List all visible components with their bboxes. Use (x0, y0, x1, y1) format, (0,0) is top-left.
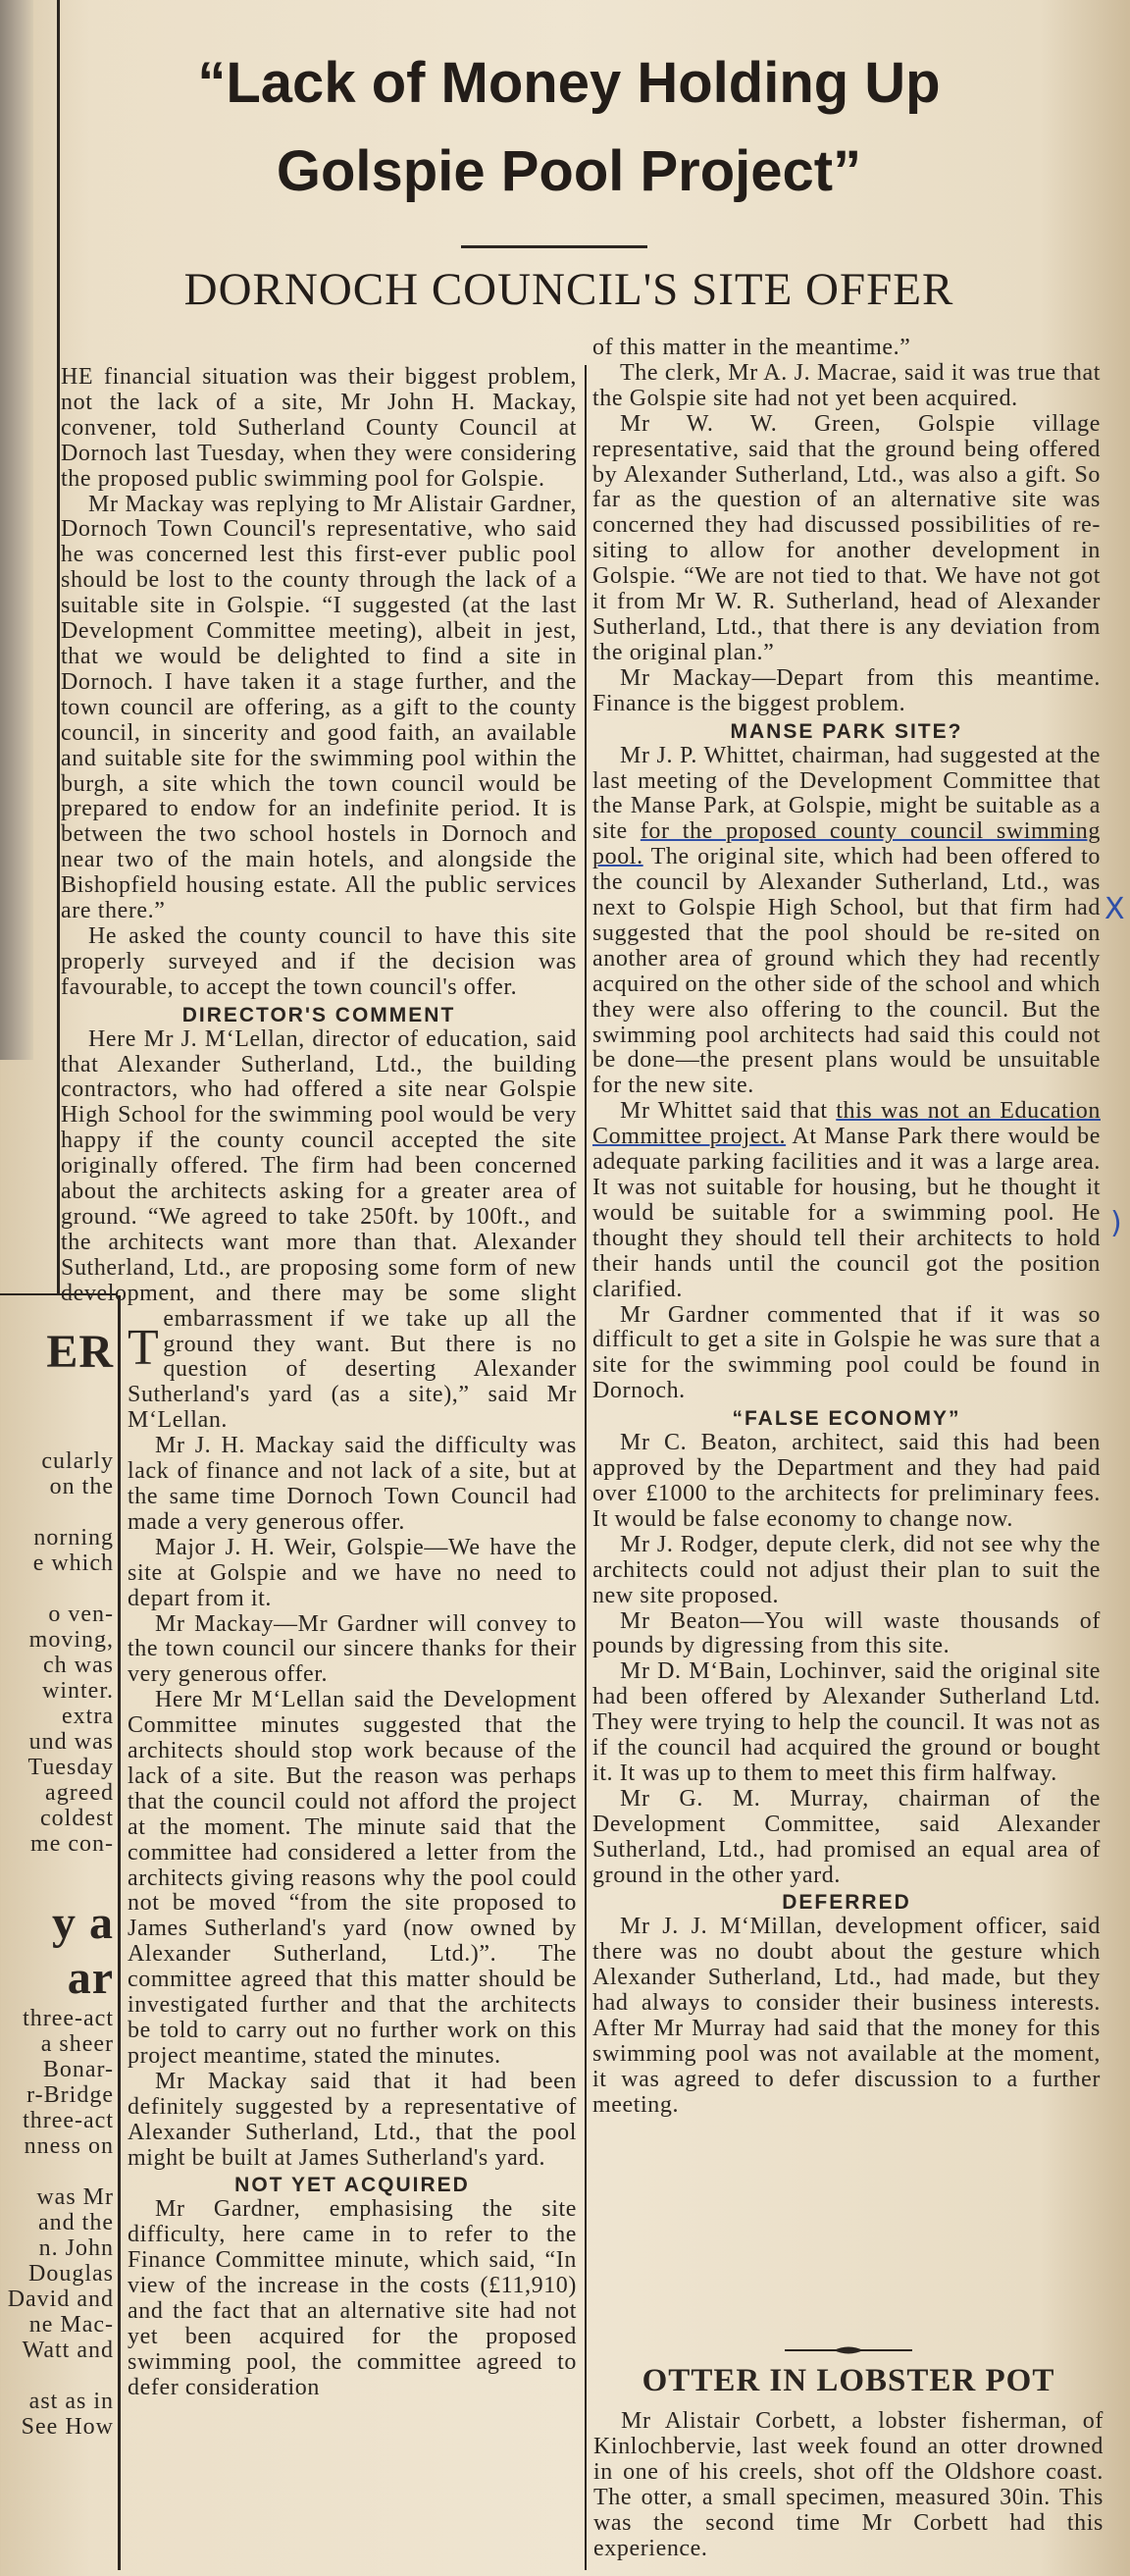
fragment-heading: y a (52, 1897, 114, 1949)
paragraph: of this matter in the meantime.” (592, 336, 911, 360)
paragraph: Mr J. Rodger, depute clerk, did not see why the architects could not adjust their plan to suit the new site proposed. (592, 1531, 1101, 1608)
text: Mr J. P. Whittet, chairman, had suggested at the last meeting of the Development Committee that the Manse Park, at Golspie, might be suitable as a site (592, 742, 1101, 845)
text: Mr Whittet said that (620, 1098, 837, 1125)
paragraph: The clerk, Mr A. J. Macrae, said it was true that the Golspie site had not yet been acquired. (592, 359, 1101, 411)
fragment-line: coldest (40, 1806, 114, 1831)
paragraph: Mr C. Beaton, architect, said this had been approved by the Department and they had paid over £1000 to the architects for preliminary fees. It would be false economy to change now. (592, 1430, 1101, 1532)
fragment-line: See How (21, 2414, 114, 2440)
fragment-line: r-Bridge (26, 2082, 114, 2108)
fragment-line: David and (7, 2287, 114, 2312)
article-otter (593, 2409, 1104, 2576)
paragraph: Mr W. W. Green, Golspie village representative, said that the ground being offered by Alexander Sutherland, Ltd., was also a gift. So far as the question of an alternative site was concerned they had discussed possibilities of re-siting to allow for another development in Golspie. “We are not tied to that. We have not got it from Mr W. R. Sutherland, head of Alexander Sutherland, Ltd., that there is any deviation from the original plan.” (592, 410, 1101, 665)
divider (461, 245, 647, 248)
fragment-line: n. John (38, 2235, 114, 2261)
paragraph: Mr Mackay was replying to Mr Alistair Gardner, Dornoch Town Council's representative, who said he was concerned lest this first-ever public pool should be lost to the county through the lack of a suitable site in Golspie. “I suggested (at the last Development Committee meeting), albeit in jest, that we would be delighted to find a site in Dornoch. I have taken it a stage further, and the town council are offering, as a gift to the county council, in sincerity and good faith, an available and suitable site for the swimming pool within the burgh, a site which the town council would be prepared to endow for an indefinite period. It is between the two school hostels in Dornoch and near two of the main hotels, and alongside the Bishopfield housing estate. All the public services are there.” (61, 491, 577, 924)
paragraph: Mr Mackay said that it had been definitely suggested by a representative of Alexander Sutherland, Ltd., that the pool might be built at James Sutherland's yard. (128, 2068, 577, 2171)
paragraph (592, 1099, 1101, 1302)
section-heading: MANSE PARK SITE? (730, 719, 963, 743)
column-rule (585, 365, 587, 2570)
fragment-line: three-act (23, 2006, 114, 2031)
paragraph: Mr Beaton—You will waste thousands of pounds by digressing from this site. (592, 1607, 1101, 1659)
fragment-line: o ven- (48, 1602, 114, 1627)
section-heading: “FALSE ECONOMY” (732, 1407, 961, 1431)
fragment-heading: ar (67, 1952, 114, 2004)
text: The original site, which had been offered to the council by Alexander Sutherland, Ltd., was next to Golspie High School, but that firm had suggested that the pool should be re-sited on another area of ground which they had recently acquired on the other side of the school and which they were also offering to the council. But the swimming pool architects had said this could not be done—the present plans would be unsuitable for the new site. (592, 844, 1101, 1099)
fragment-line: und was (28, 1729, 114, 1755)
fragment-line: was Mr (36, 2184, 114, 2210)
headline-line: “Lack of Money Holding Up (197, 51, 941, 115)
paragraph: Mr Gardner, emphasising the site difficulty, here came in to refer to the Finance Committee minute, which said, “In view of the increase in the costs (£11,910) and the fact that an alternative site had not yet been acquired for the proposed swimming pool, the committee agreed to defer consideration (128, 2196, 577, 2400)
headline-line: Golspie Pool Project” (276, 139, 862, 203)
fragment-line: winter. (42, 1678, 114, 1704)
headline (59, 39, 1079, 216)
subheadline: DORNOCH COUNCIL'S SITE OFFER (183, 264, 954, 315)
fragment-line: e which (32, 1551, 114, 1576)
fragment-line: Tuesday (27, 1755, 114, 1780)
pen-mark-bracket: ) (1110, 1206, 1122, 1240)
paragraph: He asked the county council to have this site properly surveyed and if the decision was favourable, to accept the town council's offer. (61, 922, 577, 1000)
fragment-line: and the (38, 2210, 114, 2235)
fragment-line: a sheer (40, 2031, 114, 2057)
article-column-left (61, 365, 577, 2570)
article-heading: OTTER IN LOBSTER POT (642, 2363, 1055, 2398)
fragment-line: me con- (30, 1831, 114, 1857)
paragraph: Here Mr M‘Lellan said the Development Committee minutes suggested that the architects should stop work because of the lack of a site. But the reason was perhaps that the council could not afford the project at the moment. The minute said that the committee had considered a letter from the architects giving reasons why the pool could not be moved “from the site proposed to James Sutherland's yard (now owned by Alexander Sutherland, Ltd.)”. The committee agreed that this matter should be investigated further and that the architects be told to carry out no further work on this project meantime, stated the minutes. (128, 1687, 577, 2069)
paragraph: Mr Mackay—Mr Gardner will convey to the town council our sincere thanks for their very generous offer. (128, 1610, 577, 1688)
section-heading: NOT YET ACQUIRED (234, 2174, 470, 2197)
paragraph: Mr J. J. M‘Millan, development officer, said there was no doubt about the gesture which Alexander Sutherland, Ltd., had made, but they had always to consider their business interests. After Mr Murray had said that the money for this swimming pool was not available at the moment, it was agreed to defer discussion to a further meeting. (592, 1914, 1101, 2118)
fragment-line: Douglas (28, 2261, 114, 2287)
paragraph: Mr Mackay—Depart from this meantime. Finance is the biggest problem. (592, 664, 1101, 716)
fragment-line: on the (49, 1474, 114, 1499)
pen-underline: this was not an Education Committee project. (592, 1098, 1101, 1150)
paragraph: Mr D. M‘Bain, Lochinver, said the original site had been offered by Alexander Sutherland Ltd. They were trying to help the council. It was not as if the council had acquired the ground or bought it. It was up to them to meet this firm halfway. (592, 1658, 1101, 1786)
pen-underline: for the proposed county council swimming pool. (592, 818, 1101, 870)
fragment-line: cularly (41, 1448, 114, 1474)
paragraph: Mr Gardner commented that if it was so difficult to get a site in Golspie he was sure that a site for the swimming pool could be found in Dornoch. (592, 1301, 1101, 1404)
fragment-heading: ER (46, 1326, 114, 1378)
fragment-line: Bonar- (42, 2057, 114, 2082)
paragraph: Major J. H. Weir, Golspie—We have the site at Golspie and we have no need to depart from it. (128, 1534, 577, 1611)
layout-spacer (61, 1325, 128, 2570)
paragraph: Mr J. H. Mackay said the difficulty was lack of finance and not lack of a site, but at the same time Dornoch Town Council had made a very generous offer. (128, 1433, 577, 1535)
text: At Manse Park there would be adequate parking facilities and it was a large area. It was not suitable for housing, but he thought it would be suitable for a swimming pool. He thought they should tell their architects to hold their hands until the council got the position clarified. (592, 1124, 1101, 1302)
fragment-line: ast as in (28, 2389, 114, 2414)
section-heading: DEFERRED (782, 1891, 911, 1915)
article-column-right (592, 336, 1101, 2338)
section-heading: DIRECTOR'S COMMENT (181, 1003, 456, 1026)
fragment-line: norning (33, 1525, 114, 1551)
ornamental-divider (785, 2345, 912, 2355)
pen-mark-x: X (1104, 892, 1125, 926)
paragraph: Here Mr J. M‘Lellan, director of education, said that Alexander Sutherland, Ltd., the building contractors, who had offered a site near Golspie High School for the swimming pool would be very happy if the county council accepted the site originally offered. The firm had been concerned about the architects asking for a greater area of ground. “We agreed to take 250ft. by 100ft., and the architects want more than that. Alexander Sutherland, Ltd., are proposing some form of new development, and there may be some slight embarrassment if we take up all the ground they want. But there is no question of deserting Alexander Sutherland's yard (as a site),” said Mr M‘Lellan. (61, 1025, 577, 1434)
paragraph (592, 744, 1101, 1100)
paragraph: HE financial situation was their biggest problem, not the lack of a site, Mr John H. Mackay, convener, told Sutherland County Council at Dornoch last Tuesday, when they were considering the proposed public swimming pool for Golspie. (61, 365, 577, 492)
adjacent-photo-edge (0, 0, 33, 1060)
fragment-line: moving, (28, 1627, 114, 1653)
fragment-line: agreed (45, 1780, 114, 1806)
fragment-line: three-act (23, 2108, 114, 2133)
drop-cap: T (128, 1320, 160, 1376)
fragment-line: ne Mac- (28, 2312, 114, 2338)
fragment-line: extra (62, 1704, 114, 1729)
fragment-line: ch was (43, 1653, 114, 1678)
paragraph: Mr G. M. Murray, chairman of the Development Committee, said Alexander Sutherland, Ltd., had promised an equal area of ground in the other yard. (592, 1785, 1101, 1888)
fragment-line: nness on (24, 2133, 114, 2159)
fragment-line: Watt and (22, 2338, 114, 2363)
paragraph: Mr Alistair Corbett, a lobster fisherman, of Kinlochbervie, last week found an otter drowned in one of his creels, shot off the Oldshore coast. The otter, a small specimen, measured 30in. This was the second time Mr Corbett had this experience. (593, 2409, 1104, 2561)
